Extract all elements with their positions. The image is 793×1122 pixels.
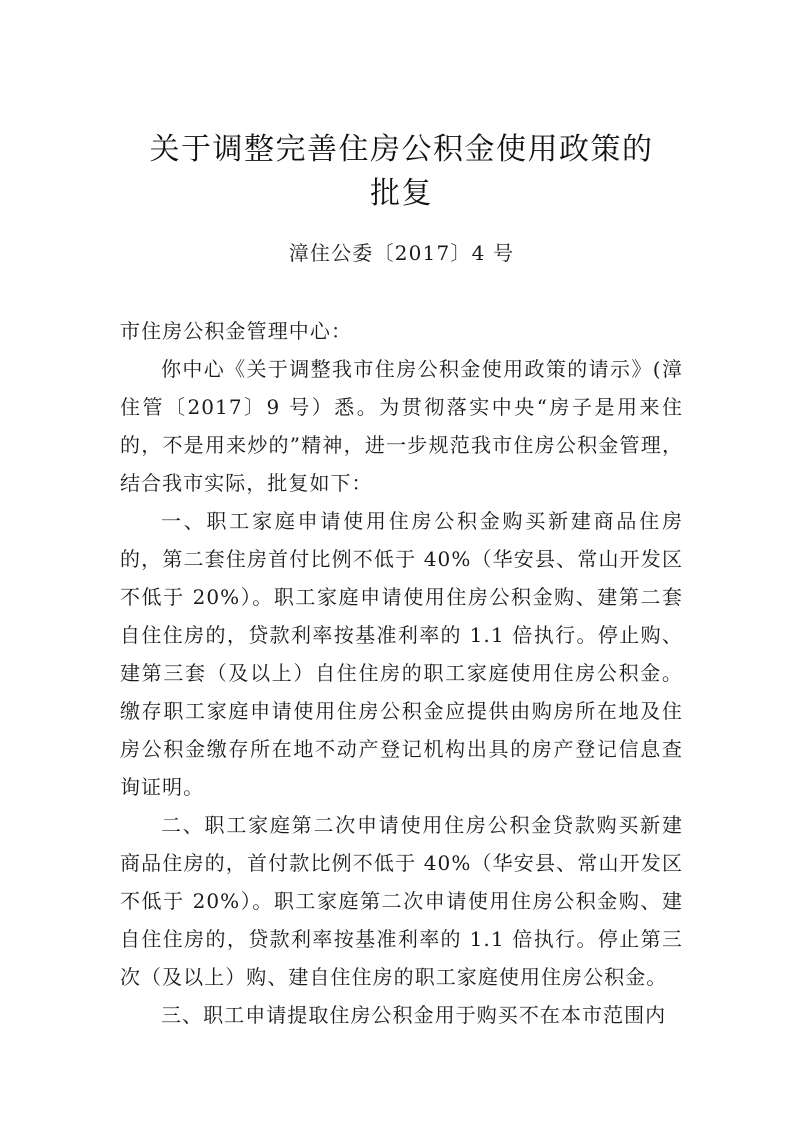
page-title-line-2: 批复	[370, 176, 433, 211]
paragraph-article-two: 二、职工家庭第二次申请使用住房公积金贷款购买新建商品住房的，首付款比例不低于 40%（华安县、常山开发区不低于 20%）。职工家庭第二次申请使用住房公积金购、建自住住房的，贷款利率按基准利率的 1.1 倍执行。停止第三次（及以上）购、建自住住房的职工家庭使用住房公积金。	[120, 813, 683, 989]
page-title	[120, 128, 683, 216]
addressee-line: 市住房公积金管理中心：	[120, 319, 353, 343]
document-body	[120, 312, 683, 1034]
paragraph-preamble: 你中心《关于调整我市住房公积金使用政策的请示》(漳住管〔2017〕9 号）悉。为贯彻落实中央“房子是用来住的，不是用来炒的”精神，进一步规范我市住房公积金管理，结合我市实际，批复如下：	[120, 357, 683, 495]
page-title-line-1: 关于调整完善住房公积金使用政策的	[149, 132, 654, 167]
paragraph-article-one: 一、职工家庭申请使用住房公积金购买新建商品住房的，第二套住房首付比例不低于 40%（华安县、常山开发区不低于 20%）。职工家庭申请使用住房公积金购、建第二套自住住房的，贷款利率按基准利率的 1.1 倍执行。停止购、建第三套（及以上）自住住房的职工家庭使用住房公积金。缴存职工家庭申请使用住房公积金应提供由购房所在地及住房公积金缴存所在地不动产登记机构出具的房产登记信息查询证明。	[120, 509, 683, 799]
paragraph-article-three: 三、职工申请提取住房公积金用于购买不在本市范围内	[161, 1003, 667, 1027]
document-number: 漳住公委〔2017〕4 号	[288, 241, 515, 265]
